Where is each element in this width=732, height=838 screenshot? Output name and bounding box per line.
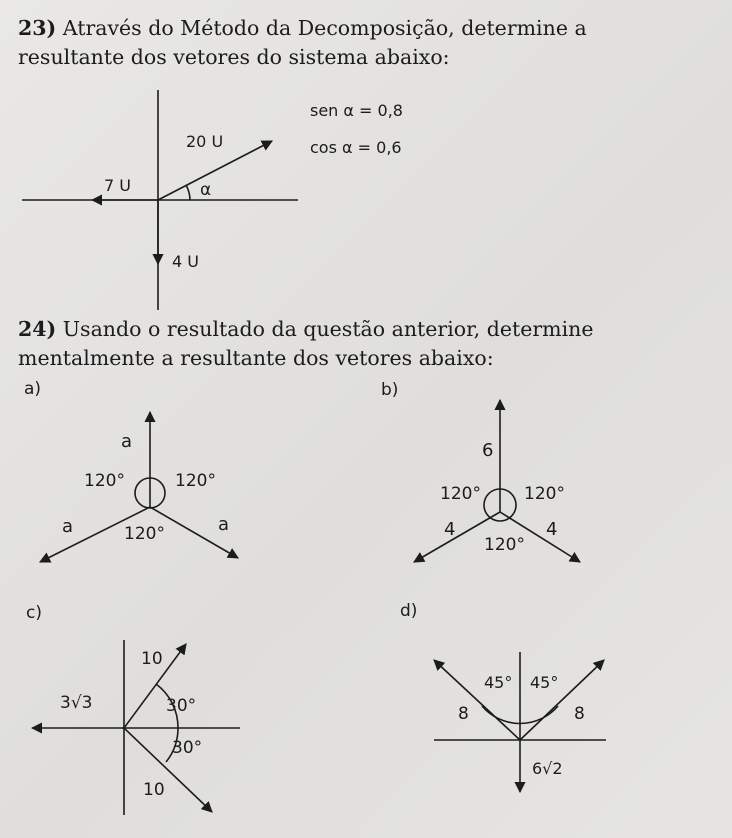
q23-text-line2: resultante dos vetores do sistema abaixo: <box>18 45 450 69</box>
q23-label-alpha: α <box>200 180 212 200</box>
q24c-label: c) <box>26 603 42 623</box>
q23-diagram <box>22 90 298 310</box>
q24c-angle-up: 30° <box>166 696 197 716</box>
q24d-mag-left: 8 <box>458 704 469 724</box>
q24d-vector-right <box>520 660 604 740</box>
q24c-mag-up: 10 <box>141 649 163 669</box>
q24a-mag-right: a <box>218 514 230 535</box>
q24a-label: a) <box>24 379 42 399</box>
q24d-label: d) <box>400 601 418 621</box>
q24d-mag-right: 8 <box>574 704 585 724</box>
q24b-angle-tl: 120° <box>440 484 481 504</box>
q23-cos-alpha: cos α = 0,6 <box>310 138 402 157</box>
q24a-mag-left: a <box>62 516 74 537</box>
q24b-label: b) <box>381 380 399 400</box>
q24b-angle-tr: 120° <box>524 484 565 504</box>
q24-number: 24) <box>18 317 57 341</box>
q23-number: 23) <box>18 16 57 40</box>
q24d-angle-r: 45° <box>530 673 559 692</box>
q24c-diagram <box>32 640 240 815</box>
q23-angle-arc <box>186 185 190 200</box>
q24-text-line1: Usando o resultado da questão anterior, determine <box>62 317 594 341</box>
q24b-mag-top: 6 <box>482 440 494 461</box>
q24a-angle-tl: 120° <box>84 471 125 491</box>
q24a-angle-b: 120° <box>124 524 165 544</box>
q23-text-line1: Através do Método da Decomposição, determine a <box>62 16 587 40</box>
q23-label-20u: 20 U <box>186 132 224 151</box>
q24c-mag-left: 3√3 <box>60 693 93 713</box>
q24-text-line2: mentalmente a resultante dos vetores abaixo: <box>18 346 494 370</box>
q24b-mag-left: 4 <box>444 519 456 540</box>
q23-label-7u: 7 U <box>104 176 131 195</box>
q23-label-4u: 4 U <box>172 252 199 271</box>
q23-sen-alpha: sen α = 0,8 <box>310 101 403 120</box>
q24b-angle-b: 120° <box>484 535 525 555</box>
q24d-angle-l: 45° <box>484 673 513 692</box>
q24c-mag-down: 10 <box>143 780 165 800</box>
q24d-vector-left <box>434 660 520 740</box>
q24d-mag-down: 6√2 <box>532 759 563 778</box>
q24b-mag-right: 4 <box>546 519 558 540</box>
q24a-mag-top: a <box>121 431 133 452</box>
q24a-angle-tr: 120° <box>175 471 216 491</box>
q24c-angle-down: 30° <box>172 738 203 758</box>
